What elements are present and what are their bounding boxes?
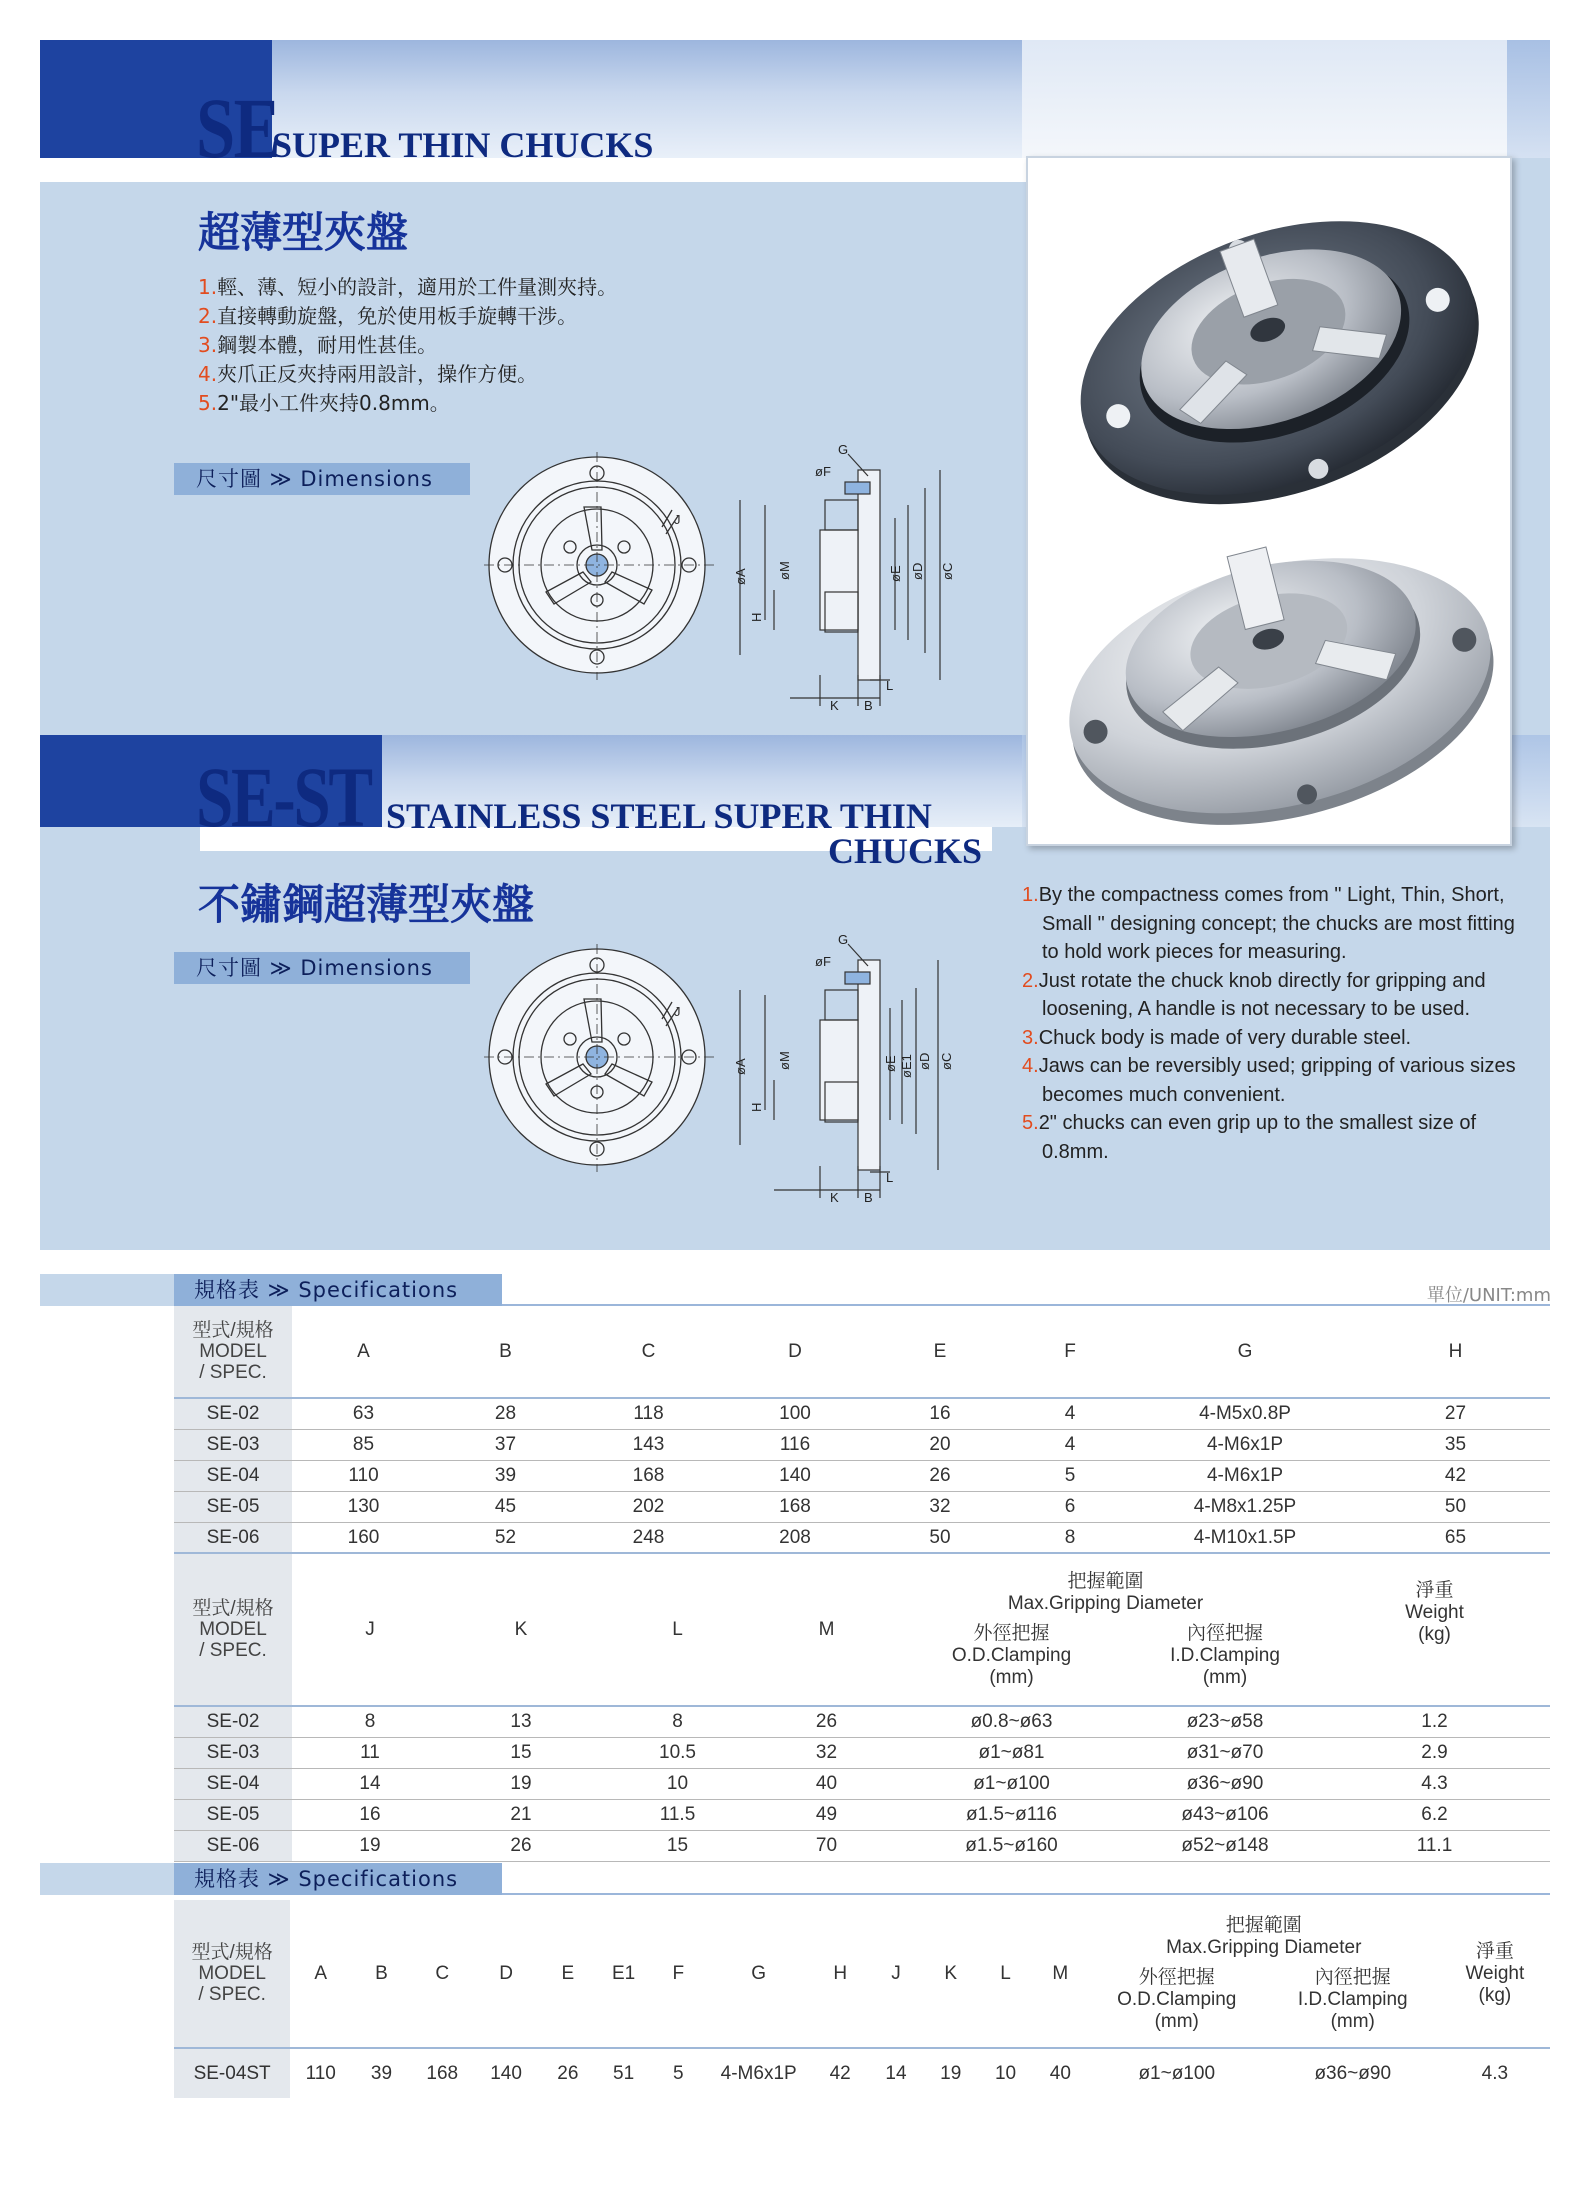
sest-code-title: SE-ST	[196, 749, 371, 845]
label-a: øA	[733, 568, 748, 585]
table-row: SE-06 19 26 15 70 ø1.5~ø160 ø52~ø148 11.1	[174, 1830, 1550, 1861]
col-header: G	[1129, 1306, 1361, 1398]
col-header: L	[978, 1900, 1033, 2048]
label-g: G	[838, 442, 849, 457]
feature-en-item: 4.Jaws can be reversibly used; gripping of various sizes becomes much convenient.	[1022, 1055, 1516, 1106]
feature-en-item: 2.Just rotate the chuck knob directly for gripping and loosening, A handle is not necessary to be used.	[1022, 969, 1486, 1020]
sest-dimensions-label: 尺寸圖 ≫ Dimensions	[174, 952, 470, 984]
label-b: B	[864, 1190, 873, 1205]
se-side-view-drawing	[730, 440, 960, 715]
col-header: C	[412, 1900, 473, 2048]
spec-label: 規格表 ≫ Specifications	[174, 1274, 502, 1306]
label-f: øF	[815, 464, 831, 479]
col-header: D	[721, 1306, 869, 1398]
col-header: B	[351, 1900, 412, 2048]
table-row: SE-02 8 13 8 26 ø0.8~ø63 ø23~ø58 1.2	[174, 1706, 1550, 1737]
se-code-title: SE	[196, 80, 279, 176]
feature-cn-item: 5.2"最小工件夾持0.8mm。	[198, 391, 450, 415]
col-header: F	[1011, 1306, 1129, 1398]
feature-en-item: 1.By the compactness comes from " Light, Thin, Short, Small " designing concept; the chucks are most fitting to hold work pieces for measuring.	[1022, 884, 1515, 963]
feature-en-item: 5.2" chucks can even grip up to the smallest size of 0.8mm.	[1022, 1112, 1477, 1163]
spec-bar-sest	[40, 1863, 1550, 1895]
label-k: K	[830, 1190, 839, 1205]
table-row: SE-03 11 15 10.5 32 ø1~ø81 ø31~ø70 2.9	[174, 1737, 1550, 1768]
label-c: øC	[940, 562, 955, 580]
weight-header: 淨重 Weight (kg)	[1319, 1554, 1550, 1706]
table-row: SE-04 110 39 168 140 26 5 4-M6x1P 42	[174, 1460, 1550, 1491]
sest-subtitle-line2: CHUCKS	[828, 831, 983, 871]
table-row: SE-05 130 45 202 168 32 6 4-M8x1.25P 50	[174, 1491, 1550, 1522]
table-row: SE-05 16 21 11.5 49 ø1.5~ø116 ø43~ø106 6.2	[174, 1799, 1550, 1830]
col-header: K	[448, 1554, 594, 1706]
feature-en-item: 3.Chuck body is made of very durable steel.	[1022, 1026, 1412, 1049]
se-features-cn	[198, 273, 617, 418]
label-b: B	[864, 698, 873, 713]
label-d: øD	[917, 1052, 932, 1070]
feature-cn-item: 4.夾爪正反夾持兩用設計，操作方便。	[198, 362, 538, 386]
col-header: J	[869, 1900, 924, 2048]
label-l: L	[886, 678, 894, 693]
feature-cn-item: 2.直接轉動旋盤，免於使用板手旋轉干涉。	[198, 304, 578, 328]
se-front-view-drawing	[484, 452, 714, 680]
col-header: K	[923, 1900, 978, 2048]
col-header: F	[651, 1900, 705, 2048]
chuck-photo-illustration	[1028, 158, 1510, 844]
se-dimensions-label: 尺寸圖 ≫ Dimensions	[174, 463, 470, 495]
table-row: SE-03 85 37 143 116 20 4 4-M6x1P 35	[174, 1429, 1550, 1460]
gripping-header: 把握範圍 Max.Gripping Diameter 外徑把握 O.D.Clamping (mm) 內徑把握 I.D.Clamping (mm)	[892, 1554, 1319, 1706]
sest-front-view-drawing	[484, 944, 714, 1172]
col-header: C	[576, 1306, 721, 1398]
sest-chinese-title: 不鏽鋼超薄型夾盤	[198, 880, 535, 929]
label-j: J	[674, 1004, 681, 1019]
table-row: SE-04ST 110 39 168 140 26 51 5 4-M6x1P 42 14 19 10 40 ø1~ø100 ø36~ø90 4.3	[174, 2048, 1550, 2098]
model-header: 型式/規格 MODEL / SPEC.	[174, 1554, 292, 1706]
label-m: øM	[777, 1051, 792, 1070]
label-e1: øE1	[899, 1054, 914, 1078]
product-photo	[1026, 156, 1512, 846]
table-row: SE-02 63 28 118 100 16 4 4-M5x0.8P 27	[174, 1398, 1550, 1429]
features-en-list	[1022, 881, 1522, 1166]
sest-side-view-drawing	[726, 928, 960, 1208]
feature-cn-item: 1.輕、薄、短小的設計，適用於工件量測夾持。	[198, 275, 618, 299]
col-header: E1	[596, 1900, 651, 2048]
col-header: A	[290, 1900, 351, 2048]
spec-label: 規格表 ≫ Specifications	[174, 1863, 502, 1895]
table-row: SE-06 160 52 248 208 50 8 4-M10x1.5P 65	[174, 1522, 1550, 1553]
label-e: øE	[888, 565, 903, 582]
label-a: øA	[733, 1058, 748, 1075]
col-header: L	[594, 1554, 761, 1706]
spec-table-se-2	[174, 1554, 1550, 1862]
label-c: øC	[939, 1052, 954, 1070]
label-g: G	[838, 932, 849, 947]
model-header: 型式/規格 MODEL / SPEC.	[174, 1306, 292, 1398]
gripping-header: 把握範圍 Max.Gripping Diameter 外徑把握 O.D.Clamping (mm) 內徑把握 I.D.Clamping (mm)	[1088, 1900, 1440, 2048]
col-header: B	[435, 1306, 576, 1398]
sest-subtitle-line1: STAINLESS STEEL SUPER THIN	[386, 796, 932, 836]
se-chinese-title: 超薄型夾盤	[198, 208, 409, 257]
label-h: H	[749, 1102, 764, 1112]
label-k: K	[830, 698, 839, 713]
spec-table-se-1	[174, 1306, 1550, 1554]
weight-header: 淨重 Weight (kg)	[1440, 1900, 1550, 2048]
unit-label: 單位/UNIT:mm	[1426, 1285, 1551, 1306]
col-header: E	[869, 1306, 1011, 1398]
se-subtitle: SUPER THIN CHUCKS	[272, 125, 654, 165]
col-header: J	[292, 1554, 448, 1706]
header-band-light	[1022, 40, 1507, 158]
spec-table-sest	[174, 1900, 1550, 2098]
label-h: H	[749, 612, 764, 622]
col-header: H	[1361, 1306, 1550, 1398]
label-j: J	[674, 512, 681, 527]
label-m: øM	[777, 561, 792, 580]
feature-cn-item: 3.鋼製本體，耐用性甚佳。	[198, 333, 438, 357]
col-header: M	[761, 1554, 892, 1706]
label-d: øD	[910, 562, 925, 580]
col-header: M	[1033, 1900, 1088, 2048]
col-header: E	[539, 1900, 596, 2048]
label-l: L	[886, 1170, 894, 1185]
col-header: H	[812, 1900, 869, 2048]
col-header: A	[292, 1306, 435, 1398]
label-e: øE	[883, 1055, 898, 1072]
spec-bar-se	[40, 1274, 1550, 1306]
table-row: SE-04 14 19 10 40 ø1~ø100 ø36~ø90 4.3	[174, 1768, 1550, 1799]
header-band-edge	[1507, 40, 1550, 158]
label-f: øF	[815, 954, 831, 969]
col-header: G	[706, 1900, 812, 2048]
col-header: D	[473, 1900, 540, 2048]
model-header: 型式/規格 MODEL / SPEC.	[174, 1900, 290, 2048]
